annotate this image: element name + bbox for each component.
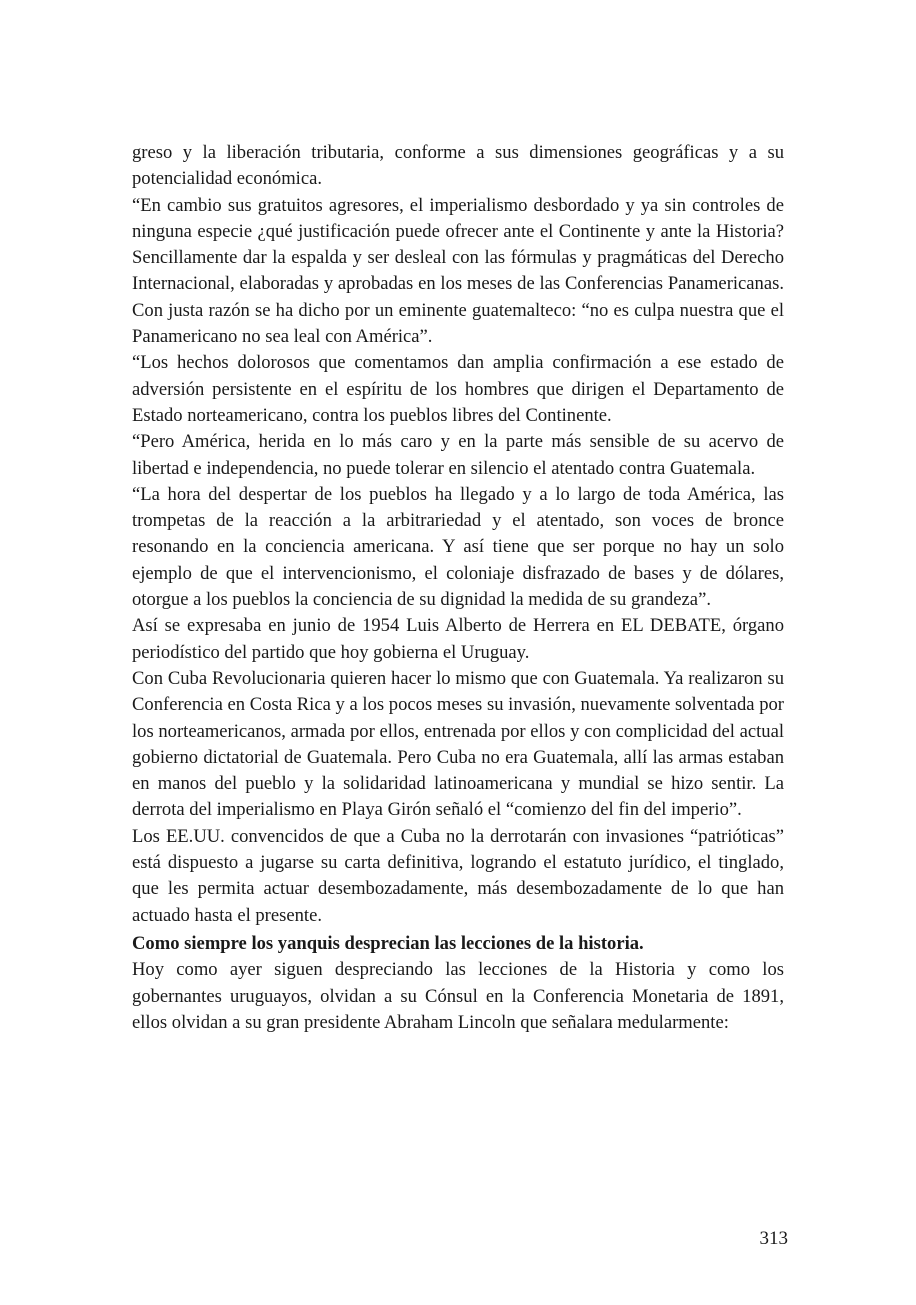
- paragraph: “En cambio sus gratuitos agresores, el imperialismo desbordado y ya sin controles de ninguna especie ¿qué justificación puede ofrecer ante el Continente y ante la Historia? Sencillamente dar la espalda y ser desleal con las fórmulas y pragmáticas del Derecho Internacional, elaboradas y aprobadas en los meses de las Conferencias Panamericanas. Con justa razón se ha dicho por un eminente guatemalteco: “no es culpa nuestra que el Panamericano no sea leal con América”.: [132, 194, 784, 348]
- section-heading: Como siempre los yanquis desprecian las lecciones de la historia.: [132, 932, 644, 954]
- paragraph: “Pero América, herida en lo más caro y en la parte más sensible de su acervo de libertad e independencia, no puede tolerar en silencio el atentado contra Guatemala.: [132, 431, 784, 479]
- paragraph: Con Cuba Revolucionaria quieren hacer lo mismo que con Guatemala. Ya realizaron su Conferencia en Costa Rica y a los pocos meses su invasión, nuevamente solventada por los norteamericanos, armada por ellos, entrenada por ellos y con complicidad del actual gobierno dictatorial de Guatemala. Pero Cuba no era Guatemala, allí las armas estaban en manos del pueblo y la solidaridad latinoamericana y mundial se hizo sentir. La derrota del imperialismo en Playa Girón señaló el “comienzo del fin del imperio”.: [132, 667, 784, 821]
- paragraph: greso y la liberación tributaria, conforme a sus dimensiones geográficas y a su potencialidad económica.: [132, 142, 784, 190]
- paragraph: “La hora del despertar de los pueblos ha llegado y a lo largo de toda América, las trompetas de la reacción a la arbitrariedad y el atentado, son voces de bronce resonando en la conciencia americana. Y así tiene que ser porque no hay un solo ejemplo de que el intervencionismo, el coloniaje disfrazado de bases y de dólares, otorgue a los pueblos la conciencia de su dignidad la medida de su grandeza”.: [132, 483, 784, 611]
- paragraph: “Los hechos dolorosos que comentamos dan amplia confirmación a ese estado de adversión persistente en el espíritu de los hombres que dirigen el Departamento de Estado norteamericano, contra los pueblos libres del Continente.: [132, 352, 784, 426]
- paragraph: Hoy como ayer siguen despreciando las lecciones de la Historia y como los gobernantes uruguayos, olvidan a su Cónsul en la Conferencia Monetaria de 1891, ellos olvidan a su gran presidente Abraham Lincoln que señalara medularmente:: [132, 959, 784, 1033]
- paragraph: Así se expresaba en junio de 1954 Luis Alberto de Herrera en EL DEBATE, órgano periodístico del partido que hoy gobierna el Uruguay.: [132, 615, 784, 663]
- paragraph: Los EE.UU. convencidos de que a Cuba no la derrotarán con invasiones “patrióticas” está dispuesto a jugarse su carta definitiva, logrando el estatuto jurídico, el tinglado, que les permita actuar desembozadamente, más desembozadamente de lo que han actuado hasta el presente.: [132, 825, 784, 926]
- page-number: 313: [759, 1228, 788, 1249]
- body-text: [132, 140, 784, 1036]
